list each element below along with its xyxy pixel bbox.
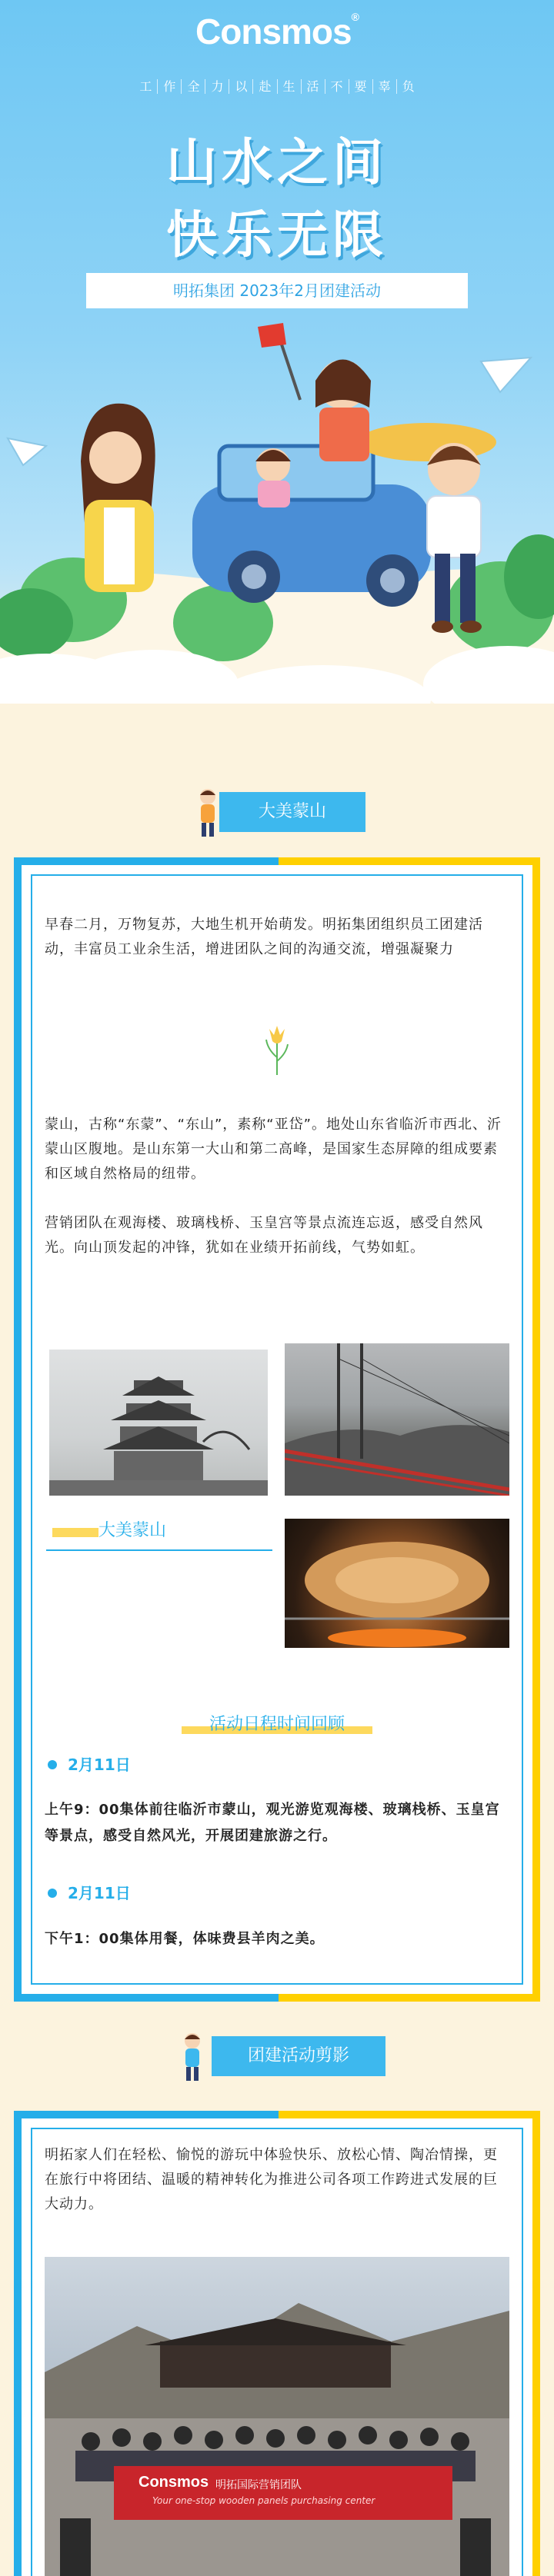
roast-lamb-photo [285,1519,509,1648]
hero-banner [0,0,554,754]
team-paragraph: 营销团队在观海楼、玻璃栈桥、玉皇宫等景点流连忘返，感受自然风光。向山顶发起的冲锋，犹如在业绩开拓前线，气势如虹。 [45,1215,483,1256]
timeline-dot [48,1889,57,1898]
paper-plane-icon [8,438,46,465]
tower-photo [49,1350,268,1496]
slogan-char: 力 [205,79,229,94]
slogan-char: 工 [134,79,158,94]
content-card-1 [14,857,540,2002]
section-title: 大美蒙山 [219,792,365,832]
slogan-char: 要 [349,79,373,94]
photo-caption: 大美蒙山 [98,1521,167,1540]
caption-underline [46,1549,272,1551]
group-photo [45,2257,509,2576]
content-card-2 [14,2111,540,2576]
flag-icon [258,323,286,348]
slogan-char: 全 [182,79,205,94]
roast-illustration [285,1519,509,1648]
pavilion-illustration [49,1350,268,1496]
banner-brand: Consmos [138,2474,209,2491]
timeline-date: 2月11日 [68,1756,131,1774]
brand-logo-text: Consmos [195,12,352,52]
hero-illustration [0,323,554,754]
group-scene [45,2257,509,2576]
intro-paragraph: 早春二月，万物复苏，大地生机开始萌发。明拓集团组织员工团建活动，丰富员工业余生活，增进团队之间的沟通交流，增强凝聚力 [45,917,483,957]
brand-logo [0,11,554,52]
timeline-text: 下午1：00集体用餐，体味费县羊肉之美。 [45,1931,325,1947]
label-accent [52,1528,98,1537]
tulip-icon [262,1023,292,1077]
slogan-char: 不 [325,79,349,94]
slogan-char: 负 [402,79,415,94]
slogan-char: 活 [302,79,325,94]
schedule-heading: 活动日程时间回顾 [209,1715,345,1734]
glass-bridge-photo [285,1343,509,1496]
hero-title-line1: 山水之间 [166,133,388,192]
section-title: 团建活动剪影 [212,2036,385,2076]
timeline-dot [48,1760,57,1769]
hero-title-line2: 快乐无限 [166,205,388,265]
slogan-char: 辜 [373,79,397,94]
slogan-char: 以 [229,79,253,94]
slogan-char: 赴 [253,79,277,94]
slogan [0,77,554,95]
slogan-char: 生 [278,79,302,94]
timeline-date: 2月11日 [68,1884,131,1902]
banner-chinese-text: 明拓国际营销团队 [215,2479,302,2491]
paper-plane-icon [481,358,531,392]
registered-mark: ® [351,11,359,23]
timeline-text: 上午9：00集体前往临沂市蒙山，观光游览观海楼、玻璃栈桥、玉皇宫等景点，感受自然风光，开展团建旅游之行。 [45,1802,500,1844]
slogan-char: 作 [158,79,182,94]
child-mascot-icon [173,2030,212,2084]
mengshan-paragraph: 蒙山，古称“东蒙”、“东山”，素称“亚岱”。地处山东省临沂市西北、沂蒙山区腹地。是山东第一大山和第二高峰，是国家生态屏障的组成要素和区域自然格局的纽带。 [45,1117,502,1182]
hero-subtitle: 明拓集团 2023年2月团建活动 [86,273,468,308]
section-heading-2 [0,2030,554,2084]
team-intro-paragraph: 明拓家人们在轻松、愉悦的游玩中体验快乐、放松心情、陶冶情操，更在旅行中将团结、温暖的精神转化为推进公司各项工作跨进式发展的巨大动力。 [45,2147,498,2212]
bridge-illustration [285,1343,509,1496]
banner-english-text: Your one-stop wooden panels purchasing center [152,2495,375,2506]
section-heading-1 [0,786,554,840]
